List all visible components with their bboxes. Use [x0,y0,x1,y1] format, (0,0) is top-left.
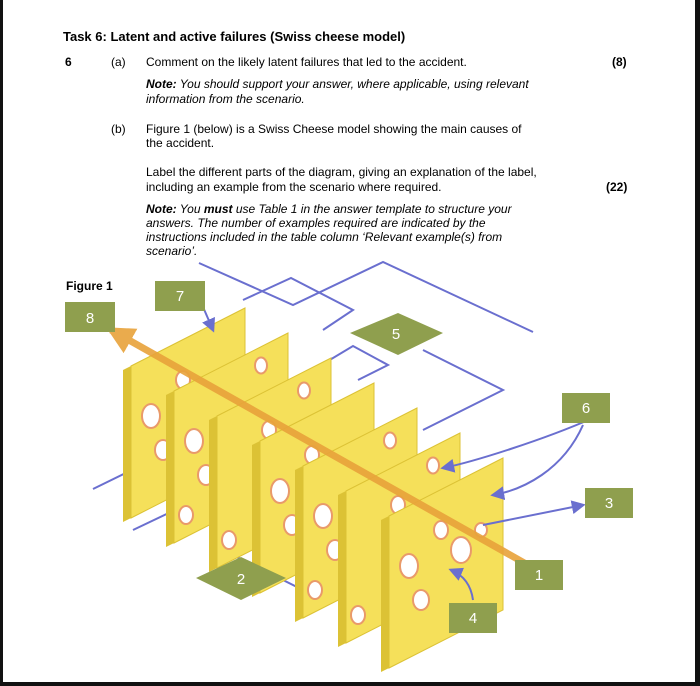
cheese-hole [222,531,236,549]
cheese-hole [351,606,365,624]
cheese-hole [427,458,439,474]
note-prefix: Note: [146,77,177,91]
arrow-6 [493,425,583,495]
note-word: You [179,202,201,216]
slice-edge [381,516,389,672]
slice-edge [338,491,346,647]
page [3,0,695,682]
cheese-hole [271,479,289,503]
swiss-cheese-diagram [3,0,695,682]
task-title: Task 6: Latent and active failures (Swiss cheese model) [63,29,406,44]
part-b-text-line1: Figure 1 (below) is a Swiss Cheese model showing the main causes of [146,122,522,136]
slice-edge [166,391,174,547]
slice-edge [209,416,217,572]
part-b-text2-line2: including an example from the scenario where required. [146,180,442,194]
callout-2: 2 [236,571,246,588]
cheese-hole [185,429,203,453]
cheese-hole [142,404,160,428]
part-a-note-line2: information from the scenario. [146,92,305,106]
slice-edge [295,466,303,622]
part-b-text2-line1: Label the different parts of the diagram, giving an explanation of the label, [146,165,537,179]
note-prefix: Note: [146,202,177,216]
part-b-label: (b) [111,122,126,136]
callout-7: 7 [175,288,185,305]
cheese-hole [384,433,396,449]
part-b-note-line3: instructions included in the table column ‘Relevant example(s) from [146,230,503,244]
part-b-marks: (22) [606,180,628,194]
note-emphasis: must [203,202,233,216]
callout-6: 6 [581,400,591,417]
part-b-text-line2: the accident. [146,136,215,150]
connector-line [423,350,503,430]
part-a-label: (a) [111,55,126,69]
cheese-hole [308,581,322,599]
cheese-hole [434,521,448,539]
connector-line [243,278,353,330]
cheese-hole [255,358,267,374]
cheese-hole [298,383,310,399]
part-b-note-line2: answers. The number of examples required are indicated by the [146,216,486,230]
part-b-note-line4: scenario’. [146,244,198,258]
cheese-hole [451,537,471,563]
callout-5: 5 [391,326,401,343]
arrow-6b [443,418,593,468]
part-a-marks: (8) [612,55,627,69]
cheese-hole [314,504,332,528]
callout-3: 3 [604,495,614,512]
part-a-text: Comment on the likely latent failures that led to the accident. [146,55,467,69]
slice-edge [123,366,131,522]
figure-label: Figure 1 [66,279,113,293]
cheese-hole [400,554,418,578]
question-number: 6 [65,55,72,69]
note-line: You should support your answer, where applicable, using relevant [179,77,529,91]
callout-1: 1 [534,567,544,584]
callout-8: 8 [85,310,95,327]
cheese-hole [179,506,193,524]
cheese-hole [413,590,429,610]
note-rest: use Table 1 in the answer template to structure your [235,202,512,216]
callout-4: 4 [468,610,478,627]
